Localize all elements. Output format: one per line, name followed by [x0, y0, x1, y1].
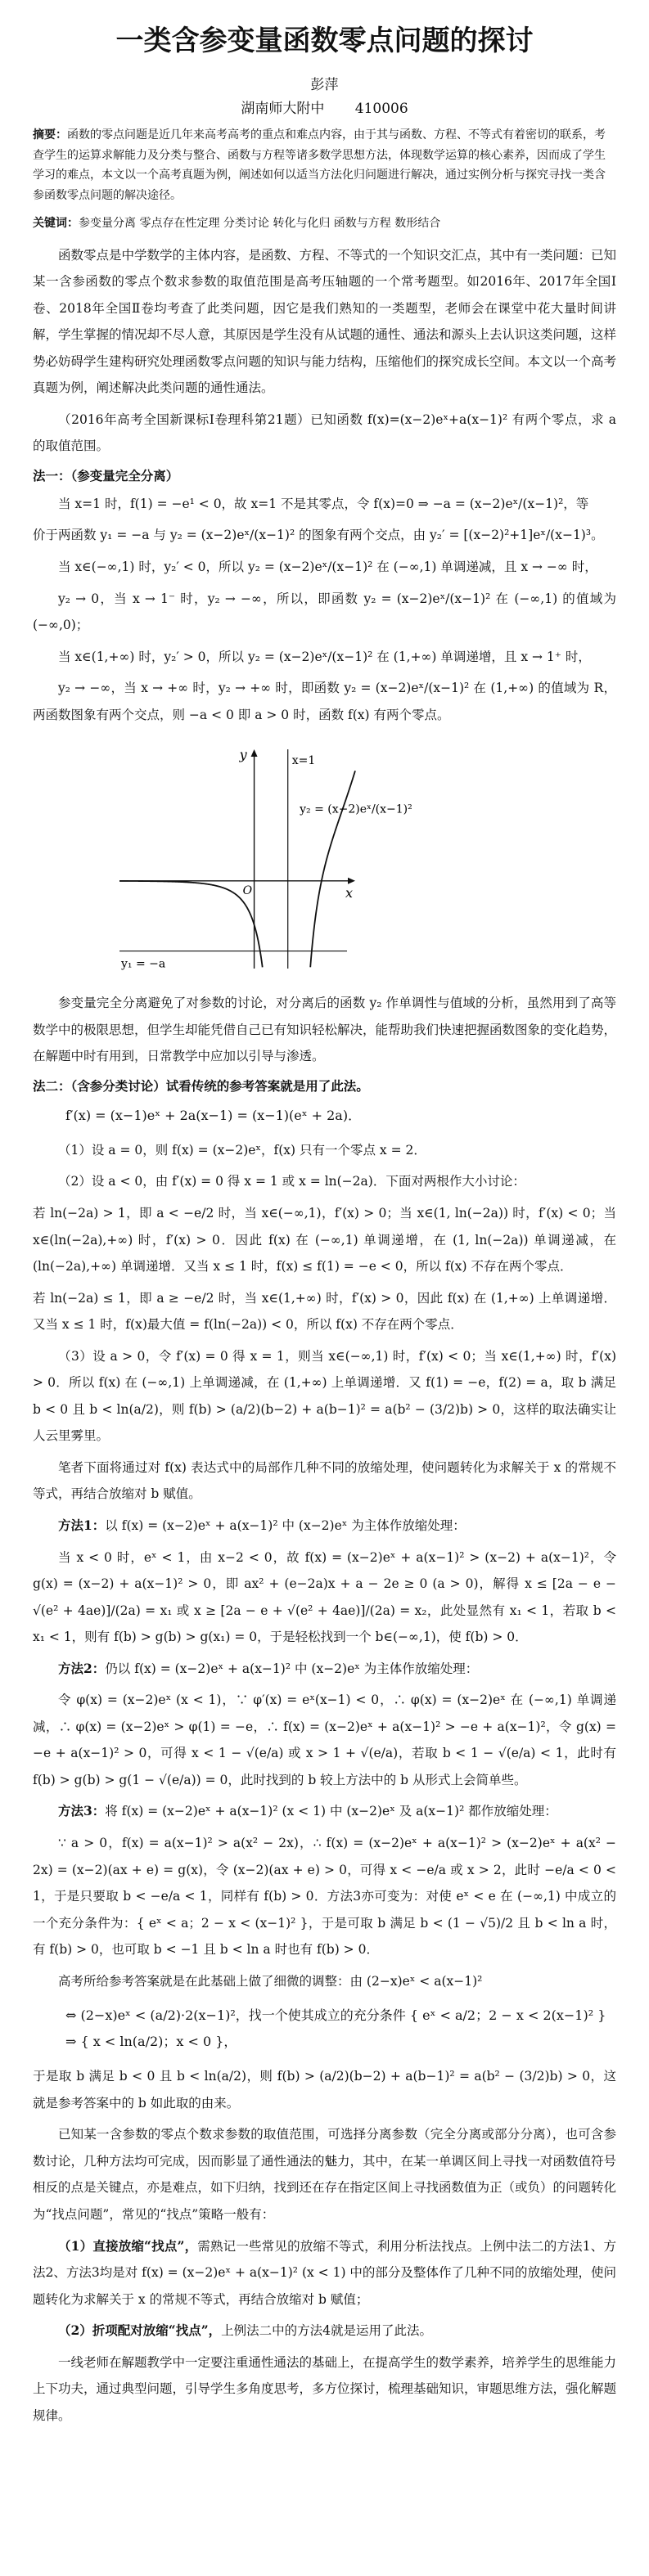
- postcode: 410006: [354, 101, 408, 117]
- method2-comment: 笔者下面将通过对 f(x) 表达式中的局部作几种不同的放缩处理，使问题转化为求解关于 x 的常规不等式，再结合放缩对 b 赋值。: [33, 1459, 616, 1502]
- technique2: [33, 1656, 616, 1683]
- method2-case2: （2）设 a < 0，由 f′(x) = 0 得 x = 1 或 x = ln(−2a)．下面对两根作大小讨论：: [58, 1174, 525, 1189]
- technique3-body: ∵ a > 0，f(x) = a(x−1)² > a(x² − 2x)，∴ f(x) = (x−2)eˣ + a(x−1)² > (x−2)eˣ + a(x² − 2x) = (x−2)(ax + e) = g(x)，令 (x−2)(ax + e) > 0，可得 x < −e/a 或 x > 2，此时 −e/a < 0 < 1，于是只要取 b < −e/a < 1，同样有 f(b) > 0．方法3亦可变为：对使 eˣ < e 在 (−∞,1) 中成立的一个充分条件为：{ eˣ < a；2 − x < (x−1)² }，于是可取 b 满足 b < (1 − √5)/2 且 b < ln a 时，有 f(b) > 0，也可取 b < −1 且 b < ln a 时也有 f(b) > 0．: [33, 1836, 616, 1958]
- technique3-equation: ⇔ (2−x)eˣ < (a/2)·2(x−1)²，找一个使其成立的充分条件 { eˣ < a/2；2 − x < 2(x−1)² } ⇒ { x < ln(a/2)；x < 0 }，: [65, 2007, 606, 2050]
- technique3-tail: 于是取 b 满足 b < 0 且 b < ln(a/2)，则 f(b) > (a/2)(b−2) + a(b−1)² = a(b² − (3/2)b) > 0，这就是参考答案中的 b 如此取的由来。: [33, 2069, 616, 2111]
- strategy2: [33, 2318, 616, 2344]
- x-axis-label: x: [345, 885, 354, 901]
- method2-case2b: 若 ln(−2a) ≤ 1，即 a ≥ −e/2 时，当 x∈(1,+∞) 时，f′(x) > 0，因此 f(x) 在 (1,+∞) 上单调递增．又当 x ≤ 1 时，f(x)最大值 = f(ln(−2a)) < 0，所以 f(x) 不存在两个零点．: [33, 1290, 616, 1333]
- method1-summary: 参变量完全分离避免了对参数的讨论，对分离后的函数 y₂ 作单调性与值域的分析，虽然用到了高等数学中的极限思想，但学生却能凭借自己已有知识轻松解决，能帮助我们快速把握函数图象的变化趋势，在解题中时有用到，日常教学中应加以引导与渗透。: [33, 996, 617, 1064]
- keywords: [33, 214, 616, 234]
- method1-p5: 当 x∈(1,+∞) 时，y₂′ > 0，所以 y₂ = (x−2)eˣ/(x−1)² 在 (1,+∞) 单调递增，且 x → 1⁺ 时，: [58, 649, 591, 664]
- asymptote-label: x=1: [291, 754, 316, 768]
- technique2-head: 仍以 f(x) = (x−2)eˣ + a(x−1)² 中 (x−2)eˣ 为主体作放缩处理：: [105, 1661, 479, 1676]
- method2-case2a: 若 ln(−2a) > 1，即 a < −e/2 时，当 x∈(−∞,1)，f′(x) > 0；当 x∈(1, ln(−2a)) 时，f′(x) < 0；当 x∈(ln(−2a),+∞) 时，f′(x) > 0．因此 f(x) 在 (−∞,1) 单调递增，在 (1, ln(−2a)) 单调递减，在 (ln(−2a),+∞) 单调递增．又当 x ≤ 1 时，f(x) ≤ f(1) = −e < 0，所以 f(x) 不存在两个零点．: [33, 1205, 616, 1275]
- function-graph: [106, 736, 412, 982]
- derivative-equation: f′(x) = (x−1)eˣ + 2a(x−1) = (x−1)(eˣ + 2a)．: [65, 1107, 362, 1123]
- technique1: [33, 1513, 616, 1540]
- method2-title: 法二：（含参分类讨论）试看传统的参考答案就是用了此法。: [33, 1078, 369, 1094]
- technique3: [33, 1798, 616, 1825]
- keywords-label: 关键词：: [33, 217, 79, 230]
- function-graph-svg: [106, 736, 412, 982]
- paper-title: 一类含参变量函数零点问题的探讨: [115, 25, 534, 57]
- technique1-body: 当 x < 0 时，eˣ < 1，由 x−2 < 0，故 f(x) = (x−2)eˣ + a(x−1)² > (x−2) + a(x−1)²，令 g(x) = (x−2) + a(x−1)² > 0，即 ax² + (e−2a)x + a − 2e ≥ 0 (a > 0)，解得 x ≤ [2a − e − √(e² + 4ae)]/(2a) = x₁ 或 x ≥ [2a − e + √(e² + 4ae)]/(2a) = x₂，此处显然有 x₁ < 1，若取 b < x₁ < 1，则有 f(b) > g(b) > g(x₁) = 0，于是轻松找到一个 b∈(−∞,1)，使 f(b) > 0．: [33, 1549, 616, 1645]
- intro-paragraph: 函数零点是中学数学的主体内容，是函数、方程、不等式的一个知识交汇点，其中有一类问题：已知某一含参函数的零点个数求参数的取值范围是高考压轴题的一个常考题型。如2016年、2017年全国Ⅰ卷、2018年全国Ⅱ卷均考查了此类问题，因它是我们熟知的一类题型，老师会在课堂中花大量时间讲解，学生掌握的情况却不尽人意，其原因是学生没有从试题的通性、通法和源头上去认识这类问题，这样势必妨碍学生建构研究处理函数零点问题的知识与能力结构，压缩他们的探究成长空间。本文以一个高考真题为例，阐述解决此类问题的通性通法。: [33, 247, 617, 396]
- x-axis-arrow: [348, 878, 355, 884]
- curve-label: y₂ = (x−2)eˣ/(x−1)²: [300, 802, 412, 816]
- strategy2-label: （2）折项配对放缩“找点”，: [58, 2322, 222, 2339]
- method1-p2: 价于两函数 y₁ = −a 与 y₂ = (x−2)eˣ/(x−1)² 的图象有两个交点，由 y₂′ = [(x−2)²+1]eˣ/(x−1)³。: [33, 528, 604, 543]
- curve-y2-left-branch: [119, 881, 263, 967]
- keywords-text: 参变量分离 零点存在性定理 分类讨论 转化与化归 函数与方程 数形结合: [79, 217, 441, 230]
- origin-label: O: [242, 884, 253, 898]
- summary-paragraph: 已知某一含参数的零点个数求参数的取值范围，可选择分离参数（完全分离或部分分离），也可含参数讨论，几种方法均可完成，因而影显了通性通法的魅力，其中，在某一单调区间上寻找一对函数值符号相反的点是关键点，亦是难点，如下归纳，找到还在存在指定区间上寻找函数值为正（或负）的问题转化为“找点问题”，常见的“找点”策略一般有：: [33, 2127, 617, 2223]
- method1-title: 法一：（参变量完全分离）: [33, 468, 179, 483]
- technique2-title: 方法2：: [58, 1660, 106, 1676]
- technique3-title: 方法3：: [58, 1803, 106, 1819]
- abstract-text: 函数的零点问题是近几年来高考高考的重点和难点内容，由于其与函数、方程、不等式有着密切的联系，考查学生的运算求解能力及分类与整合、函数与方程等诸多数学思想方法，体现数学运算的核心素养，因而成了学生学习的难点，本文以一个高考真题为例，阐述如何以适当方法化归问题进行解决，通过实例分析与探究寻找一类含参函数零点问题的解决途径。: [33, 128, 606, 202]
- technique2-body: 令 φ(x) = (x−2)eˣ (x < 1)，∵ φ′(x) = eˣ(x−1) < 0，∴ φ(x) = (x−2)eˣ 在 (−∞,1) 单调递减，∴ φ(x) = (x−2)eˣ > φ(1) = −e，∴ f(x) = (x−2)eˣ + a(x−1)² > −e + a(x−1)²，令 g(x) = −e + a(x−1)² > 0，可得 x < 1 − √(e/a) 或 x > 1 + √(e/a)，若取 b < 1 − √(e/a) < 1，此时有 f(b) > g(b) > g(1 − √(e/a)) = 0，此时找到的 b 较上方法中的 b 从形式上会简单些。: [33, 1693, 616, 1787]
- technique1-head: 以 f(x) = (x−2)eˣ + a(x−1)² 中 (x−2)eˣ 为主体作放缩处理：: [105, 1518, 466, 1533]
- y-axis-label: y: [239, 747, 247, 763]
- technique3-comment: 高考所给参考答案就是在此基础上做了细微的调整：由 (2−x)eˣ < a(x−1)²: [58, 1973, 483, 1989]
- closing-paragraph: 一线老师在解题教学中一定要注重通性通法的基础上，在提高学生的数学素养，培养学生的思维能力上下功夫，通过典型问题，引导学生多角度思考，多方位探讨，梳理基础知识，审题思维方法，强化解题规律。: [33, 2354, 617, 2423]
- y-axis-arrow: [251, 749, 258, 757]
- method1-p6: y₂ → −∞，当 x → +∞ 时，y₂ → +∞ 时，即函数 y₂ = (x−2)eˣ/(x−1)² 在 (1,+∞) 的值域为 R，两函数图象有两个交点，则 −a < 0 即 a > 0 时，函数 f(x) 有两个零点。: [33, 681, 616, 722]
- method1-p3: 当 x∈(−∞,1) 时，y₂′ < 0，所以 y₂ = (x−2)eˣ/(x−1)² 在 (−∞,1) 单调递减，且 x → −∞ 时，: [58, 559, 597, 574]
- hline-label: y₁ = −a: [121, 957, 166, 971]
- abstract-label: 摘要：: [33, 128, 67, 142]
- method1-p1: 当 x=1 时，f(1) = −e¹ < 0，故 x=1 不是其零点，令 f(x)=0 ⇒ −a = (x−2)eˣ/(x−1)²，等: [58, 496, 589, 511]
- method1-p4: y₂ → 0，当 x → 1⁻ 时，y₂ → −∞，所以，即函数 y₂ = (x−2)eˣ/(x−1)² 在 (−∞,1) 的值域为 (−∞,0)；: [33, 591, 616, 633]
- author-name: 彭萍: [310, 77, 339, 93]
- strategy1-label: （1）直接放缩“找点”，: [58, 2237, 198, 2254]
- technique3-head: 将 f(x) = (x−2)eˣ + a(x−1)² (x < 1) 中 (x−2)eˣ 及 a(x−1)² 都作放缩处理：: [105, 1804, 557, 1819]
- strategy1-text: 需熟记一些常见的放缩不等式，利用分析法找点。上例中法二的方法1、方法2、方法3均是对 f(x) = (x−2)eˣ + a(x−1)² (x < 1) 中的部分及整体作了几种不同的放缩处理，使问题转化为求解关于 x 的常规不等式，再结合放缩对 b 赋值；: [33, 2238, 616, 2307]
- strategy1: [33, 2233, 616, 2313]
- strategy2-text: 上例法二中的方法4就是运用了此法。: [221, 2323, 432, 2339]
- technique1-title: 方法1：: [58, 1517, 106, 1533]
- affiliation: 湖南师大附中: [241, 101, 325, 117]
- abstract: [33, 125, 616, 205]
- curve-y2-right-branch: [310, 771, 355, 967]
- method2-case3: （3）设 a > 0，令 f′(x) = 0 得 x = 1，则当 x∈(−∞,1) 时，f′(x) < 0；当 x∈(1,+∞) 时，f′(x) > 0．所以 f(x) 在 (−∞,1) 上单调递减，在 (1,+∞) 上单调递增．又 f(1) = −e，f(2) = a，取 b 满足 b < 0 且 b < ln(a/2)，则 f(b) > (a/2)(b−2) + a(b−1)² = a(b² − (3/2)b) > 0，这样的取法确实让人云里雾里。: [33, 1348, 616, 1444]
- problem-statement: （2016年高考全国新课标Ⅰ卷理科第21题）已知函数 f(x)=(x−2)eˣ+a(x−1)² 有两个零点，求 a 的取值范围。: [33, 411, 616, 454]
- affiliation-line: [33, 97, 616, 117]
- method2-case1: （1）设 a = 0，则 f(x) = (x−2)eˣ，f(x) 只有一个零点 x = 2．: [58, 1142, 426, 1158]
